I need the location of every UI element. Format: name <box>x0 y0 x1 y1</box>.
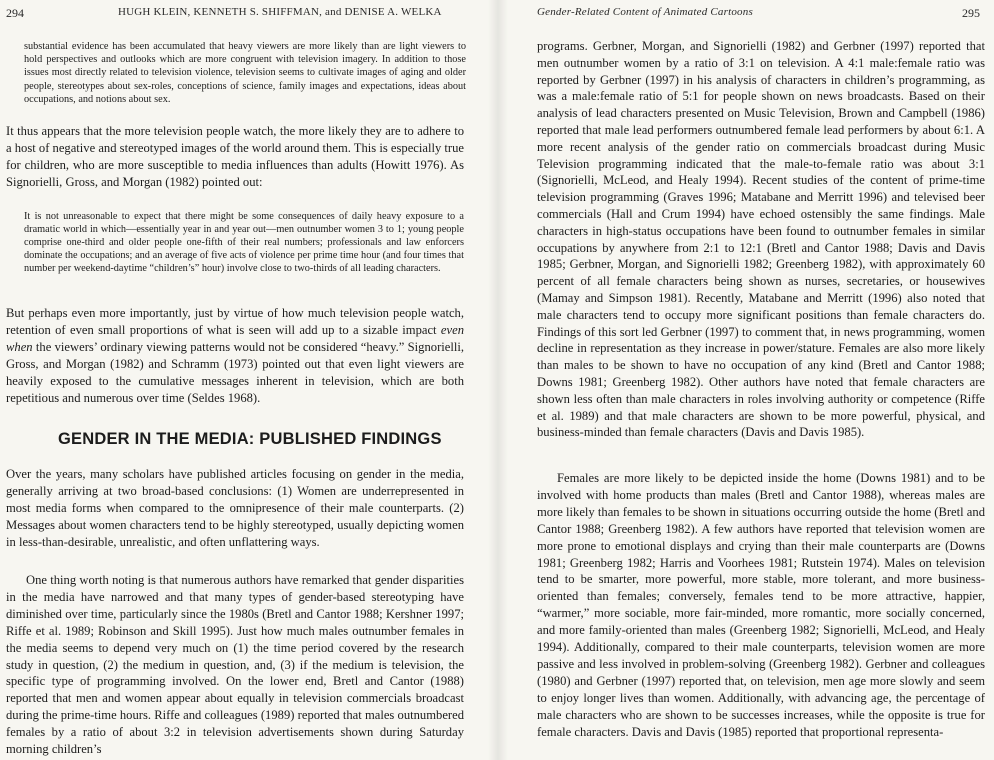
paragraph-text-part: But perhaps even more importantly, just by virtue of how much television people watch, retention of even small proportions of what is seen will add up to a sizable impact <box>6 306 464 337</box>
page-number: 294 <box>6 6 24 20</box>
block-quote-text: It is not unreasonable to expect that there might be some consequences of daily heavy exposure to a dramatic world in which—essentially year in and year out—men outnumber women 3 to 1; young people comprise one-third and older people one-fifth of their real numbers; professionals and law enforcers dominate the occupations; and an average of five acts of violence per prime time hour (and four times that number per weekend-daytime “children’s” hour) involve close to two-thirds of all leading characters. <box>24 211 464 275</box>
paragraph-text: It thus appears that the more television people watch, the more likely they are to adhere to a host of negative and stereotyped images of the world around them. This is especially true for children, who are more susceptible to media influences than adults (Howitt 1976). As Signorielli, Gross, and Morgan (1982) pointed out: <box>6 124 464 189</box>
body-paragraph <box>6 305 464 407</box>
running-head: Gender-Related Content of Animated Cartoons <box>537 6 753 18</box>
body-paragraph <box>6 466 464 551</box>
page-number: 295 <box>962 6 980 20</box>
right-page <box>497 0 994 760</box>
block-quote <box>24 40 466 106</box>
paragraph-text: Females are more likely to be depicted inside the home (Downs 1981) and to be involved with home products than males (Bretl and Cantor 1988), whereas males are more likely than females to be shown in situations occurring outside the home (Bretl and Cantor 1988; Greenberg 1982). A few authors have reported that television women are more prone to emotional displays and crying than their male counterparts are (Downs 1981; Greenberg 1982; Harris and Voorhees 1981; Rutstein 1974). Males on television tend to be smarter, more powerful, more stable, more tolerant, and more business-oriented than females; conversely, females tend to be more attractive, happier, “warmer,” more sociable, more fair-minded, more romantic, more socially concerned, and more family-oriented than males (Greenberg 1982; Signorielli, McLeod, and Healy 1994). Additionally, compared to their male counterparts, television women are more passive and less involved in problem-solving (Greenberg 1982). Gerbner and colleagues (1980) and Gerbner (1997) reported that, on television, men age more slowly and seem to enjoy longer lives than women. Additionally, with advancing age, the percentage of male characters who are shown to be successes increases, while the opposite is true for female characters. Davis and Davis (1985) reported that proportional representa- <box>537 471 985 739</box>
section-heading: GENDER IN THE MEDIA: PUBLISHED FINDINGS <box>58 430 442 448</box>
running-head: HUGH KLEIN, KENNETH S. SHIFFMAN, and DENISE A. WELKA <box>118 6 442 18</box>
paragraph-text: programs. Gerbner, Morgan, and Signorielli (1982) and Gerbner (1997) reported that men outnumber women by a ratio of 3:1 on television. A 4:1 male:female ratio was reported by Gerbner (1997) in his analysis of characters in children’s programming, as was a male:female ratio of 5:1 for people shown on news broadcasts. Based on their analysis of lead characters presented on Music Television, Brown and Campbell (1986) reported that male lead performers outnumbered female lead performers by about 6:1. A more recent analysis of the gender ratio on commercials broadcast during Music Television programming indicated that the male-to-female ratio was about 3:1 (Signorielli, McLeod, and Healy 1994). Recent studies of the content of prime-time television programming (Graves 1996; Matabane and Merritt 1996) and televised beer commercials (Hall and Crum 1994) have echoed ostensibly the same findings. Male characters in high-status occupations have been found to outnumber females in similar occupations by anywhere from 2:1 to 12:1 (Bretl and Cantor 1988; Davis and Davis 1985; Gerbner, Morgan, and Signorielli 1982; Greenberg 1982), with approximately 60 percent of all female characters being shown as nurses, secretaries, or housewives (Mamay and Simpson 1981). Recently, Matabane and Merritt (1996) also noted that male characters tend to occupy more significant positions than female characters do. Findings of this sort led Gerbner (1997) to comment that, in news programming, women decline in representation as they increase in power/stature. Females are also more likely than males to be shown to have no occupation of any kind (Bretl and Cantor 1988; Downs 1981; Greenberg 1982). Other authors have noted that female characters are shown less often than male characters in roles involving authority or competence (Riffe et al. 1989) and that male characters are shown to be more powerful, physical, and business-minded than female characters (Davis and Davis 1985). <box>537 39 985 440</box>
body-paragraph <box>537 470 985 741</box>
body-paragraph <box>537 38 985 441</box>
paragraph-text <box>6 305 464 407</box>
paragraph-text: Over the years, many scholars have published articles focusing on gender in the media, generally arriving at two broad-based conclusions: (1) Women are underrepresented in most media forms when compared to the omnipresence of their male counterparts. (2) Messages about women characters tend to be highly stereotyped, usually depicting women in less-than-desirable, unrealistic, and often unflattering ways. <box>6 467 464 549</box>
block-quote-text: substantial evidence has been accumulated that heavy viewers are more likely than are light viewers to hold perspectives and outlooks which are more congruent with television imagery. In addition to those issues most directly related to television violence, television seems to cultivate images of aging and older people, stereotypes about sex-roles, conceptions of science, family images and expectations, ideas about occupations, and notions about sex. <box>24 41 466 105</box>
body-paragraph <box>6 123 464 191</box>
paragraph-text-part: the viewers’ ordinary viewing patterns would not be considered “heavy.” Signorielli, Gross, and Morgan (1982) and Schramm (1973) pointed out that even light viewers are heavily exposed to the cumulative messages inherent in television, which are both repetitious and numerous over time (Seldes 1968). <box>6 340 464 405</box>
block-quote <box>24 210 464 275</box>
body-paragraph <box>6 572 464 758</box>
emphasis-text: even when <box>6 323 464 354</box>
paragraph-text: One thing worth noting is that numerous authors have remarked that gender disparities in the media have narrowed and that many types of gender-based stereotyping have diminished over time, particularly since the 1980s (Bretl and Cantor 1988; Kershner 1997; Riffe et al. 1989; Robinson and Skill 1995). Just how much males outnumber females in the media seems to depend very much on (1) the time period covered by the research study in question, (2) the medium in question, and, (3) if the medium is television, the specific type of programming involved. On the lower end, Bretl and Cantor (1988) reported that men and women appear about equally in television commercials broadcast during the prime-time hours. Riffe and colleagues (1989) reported that males outnumbered females by a ratio of about 3:2 in television advertisements shown during Saturday morning children’s <box>6 573 464 757</box>
